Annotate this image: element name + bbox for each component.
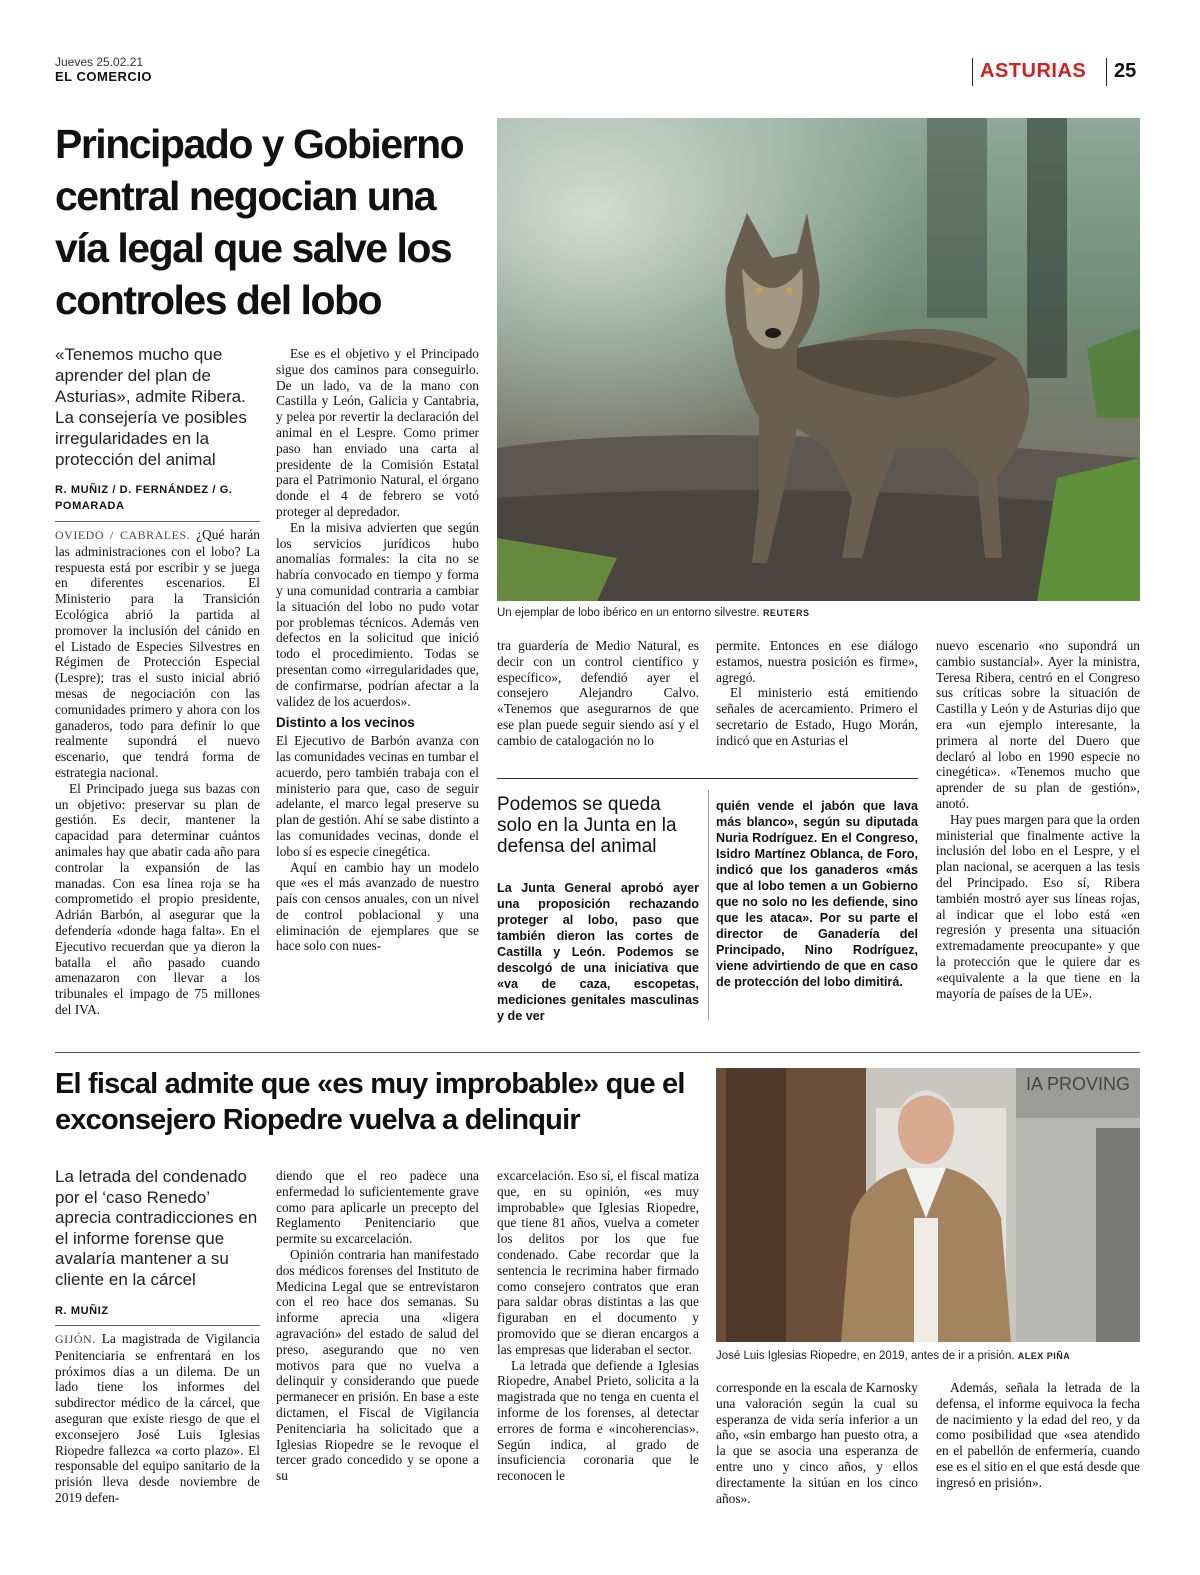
article2-deck: La letrada del condenado por el ‘caso Renedo’ aprecia contradicciones en el informe forense que avalaría mantener a su cliente en la cárcel xyxy=(55,1167,258,1289)
paragraph xyxy=(55,527,260,781)
article1-column-4 xyxy=(716,638,918,749)
paragraph: Hay pues margen para que la orden ministerial que finalmente active la inclusión del lobo en el Lespre, y el plan nacional, se acerquen a las tesis del Principado. Eso sí, Ribera también mostró ayer sus líneas rojas, al indicar que el lobo está «en regresión y presenta una situación extremadamente preocupante» y que la protección que le quiere dar es «equivalente a la que tiene en la mayoría de países de la UE». xyxy=(936,811,1140,1001)
article1-headline: Principado y Gobierno central negocian una vía legal que salve los controles del lobo xyxy=(55,121,464,323)
photo-caption xyxy=(497,607,809,619)
building-sign: IA PROVING xyxy=(1026,1074,1131,1094)
newspaper-name: EL COMERCIO xyxy=(55,69,152,84)
paragraph: Opinión contraria han manifestado dos médicos forenses del Instituto de Medicina Legal que se entrevistaron con el reo hace dos semanas. Su informe aprecia una «ligera agravación» del estado de salud del preso, asegurando que no ven motivos para que no vuelva a delinquir y considerando que puede permanecer en prisión. En base a este dictamen, el Fiscal de Vigilancia Penitenciaria ha solicitado que a Iglesias Riopedre se le revoque el tercer grado concedido y se opone a su xyxy=(276,1246,479,1484)
paragraph: El Ejecutivo de Barbón avanza con las comunidades vecinas en tumbar el acuerdo, pero también trabaja con el ministerio para que, caso de seguir adelante, el marco legal preserve su plan de gestión. Ahí se sabe distinto a las comunidades vecinas, donde el lobo sí es especie cinegética. xyxy=(276,733,479,859)
paragraph: corresponde en la escala de Karnosky una valoración según la cual su esperanza de vida sería inferior a un año, «sin embargo han puesto otra, a la que se asocia una esperanza de entre uno y cinco años, y ellos directamente la sitúan en los cinco años». xyxy=(716,1380,918,1506)
paragraph xyxy=(55,1331,260,1506)
paragraph: La letrada que defiende a Iglesias Riopedre, Anabel Prieto, solicita a la magistrada que no tenga en cuenta el informe de los forenses, al detectar errores de forma e «incoherencias». Según indica, al grado de insuficiencia coronaria que le reconocen le xyxy=(497,1357,699,1484)
article2-column-5 xyxy=(936,1380,1140,1491)
wolf-photo xyxy=(497,118,1140,601)
article2-column-4 xyxy=(716,1380,918,1506)
article1-subhead: Distinto a los vecinos xyxy=(276,715,415,731)
photo-caption-2 xyxy=(716,1350,1070,1362)
page-number: 25 xyxy=(1114,60,1137,82)
sidebar-headline: Podemos se queda solo en la Junta en la defensa del animal xyxy=(497,794,677,857)
article2-column-3 xyxy=(497,1168,699,1484)
riopedre-image xyxy=(716,1068,1140,1342)
paragraph: tra guardería de Medio Natural, es decir con un control científico y específico», defendió ayer el consejero Alejandro Calvo. «Tenemos que asegurarnos de que ese plan puede seguir siendo así y el cambio de catalogación no lo xyxy=(497,638,699,748)
section-name: ASTURIAS xyxy=(980,60,1087,82)
paragraph: excarcelación. Eso sí, el fiscal matiza que, en su opinión, «es muy improbable» que Iglesias Riopedre, que tiene 81 años, vuelva a cometer los delitos por los que fue condenado. Cabe recordar que la sentencia le recrimina haber firmado como consejero contratos que eran para saldar obras distintas a las que figuraban en el documento y promovido que se dieran encargos a las empresas que lideraban el sector. xyxy=(497,1168,699,1357)
article1-byline: R. MUÑIZ / D. FERNÁNDEZ / G. POMARADA xyxy=(55,484,233,512)
paragraph: El ministerio está emitiendo señales de acercamiento. Primero el secretario de Estado, Hugo Morán, indicó que en Asturias el xyxy=(716,685,918,748)
paragraph: En la misiva advierten que según los servicios jurídicos hubo anomalías formales: la cita no se habría convocado en tiempo y forma y una comunidad contraria a cambiar la situación del lobo no pudo votar por problemas técnicos. Además ven defectos en la solicitud que inició todo el procedimiento. Todas se presentan como «irregularidades que, de confirmarse, podrían afectar a la validez de los acuerdos». xyxy=(276,519,479,709)
riopedre-photo xyxy=(716,1068,1140,1342)
paragraph: nuevo escenario «no supondrá un cambio sustancial». Ayer la ministra, Teresa Ribera, centró en el Congreso sus críticas sobre la situación de Castilla y León y de Asturias dijo que era «un ejemplo interesante, la primera al norte del Duero que declaró al lobo en 1990 especie no cinegética». «Tenemos mucho que aprender de su plan de gestión», anotó. xyxy=(936,638,1140,811)
sidebar-text-1: La Junta General aprobó ayer una proposición rechazando proteger al lobo, paso que también dieron las cortes de Castilla y León. Podemos se descolgó de una iniciativa que «va de caza, escopetas, mediciones genitales masculinas y de ver xyxy=(497,881,699,1023)
wolf-image xyxy=(497,118,1140,601)
article2-headline: El fiscal admite que «es muy improbable» que el exconsejero Riopedre vuelva a delinquir xyxy=(55,1068,685,1136)
page-number-divider xyxy=(1106,58,1107,86)
sidebar-top-rule xyxy=(497,778,918,779)
byline-rule xyxy=(55,521,260,522)
paragraph-text: La magistrada de Vigilancia Penitenciaria se enfrentará en los próximos días a un dilema. De un lado tiene los informes del subdirector médico de la cárcel, que aseguran que existe riesgo de que el exconsejero José Luis Iglesias Riopedre fallezca «a corto plazo». El responsable del equipo sanitario de la prisión lleva desde noviembre de 2019 defen- xyxy=(55,1331,260,1505)
article2-column-1 xyxy=(55,1331,260,1506)
sidebar-text-2: quién vende el jabón que lava más blanco», según su diputada Nuria Rodríguez. En el Congreso, Isidro Martínez Oblanca, de Foro, indicó que los ganaderos «más que al lobo temen a un Gobierno que no solo no les defiende, sino que les ataca». Por su parte el director de Ganadería del Principado, Nino Rodríguez, viene advirtiendo de que en caso de protección del lobo dimitirá. xyxy=(716,799,918,989)
section-divider xyxy=(972,58,973,86)
issue-date: Jueves 25.02.21 xyxy=(55,55,144,69)
article1-column-1 xyxy=(55,527,260,1018)
paragraph: Aquí en cambio hay un modelo que «es el más avanzado de nuestro país con censos anuales, con un nivel de control poblacional y una eliminación de ejemplares que se hace solo con nues- xyxy=(276,859,479,954)
caption-text: José Luis Iglesias Riopedre, en 2019, antes de ir a prisión. xyxy=(716,1350,1015,1362)
paragraph: diendo que el reo padece una enfermedad lo suficientemente grave como para aplicarle un precepto del Reglamento Penitenciario que permite su excarcelación. xyxy=(276,1168,479,1247)
byline-rule-2 xyxy=(55,1325,260,1326)
article1-column-2 xyxy=(276,346,479,954)
dateline: OVIEDO / CABRALES. xyxy=(55,528,191,542)
article1-deck: «Tenemos mucho que aprender del plan de Asturias», admite Ribera. La consejería ve posibles irregularidades en la protección del animal xyxy=(55,345,247,469)
photo-credit: REUTERS xyxy=(762,608,810,618)
paragraph: permite. Entonces en ese diálogo estamos, nuestra posición es firme», agregó. xyxy=(716,638,918,685)
paragraph: Ese es el objetivo y el Principado sigue dos caminos para conseguirlo. De un lado, va de la mano con Castilla y León, Galicia y Cantabria, y pelea por revertir la declaración del animal en el Lespre. Como primer paso han enviado una carta al presidente de la Comisión Estatal para el Patrimonio Natural, el órgano donde el 4 de febrero se votó proteger al depredador. xyxy=(276,346,479,519)
article1-column-5 xyxy=(936,638,1140,1001)
paragraph: El Principado juega sus bazas con un objetivo: preservar su plan de gestión. Es decir, mantener la capacidad para determinar cuántos animales hay que abatir cada año para controlar la expansión de las manadas. Con esa línea roja se ha comprometido el propio presidente, Adrián Barbón, al asegurar que la defendería «donde haga falta». En el Ejecutivo recuerdan que ya dieron la batalla el año pasado cuando amenazaron con llevar a los tribunales el impago de 75 millones del IVA. xyxy=(55,780,260,1017)
paragraph-text: ¿Qué harán las administraciones con el lobo? La respuesta está por escribir y se juega en diferentes escenarios. El Ministerio para la Transición Ecológica abrió la partida al promover la inclusión del cánido en el Listado de Especies Silvestres en Régimen de Protección Especial (Lespre); tras el susto inicial abrió mesas de negociación con las comunidades primero y ahora con los ganaderos, todo para definir lo que realmente supondrá el nuevo escenario, que tendrá forma de estrategia nacional. xyxy=(55,527,260,780)
sidebar-column-rule xyxy=(708,790,709,1020)
article-separator xyxy=(55,1052,1140,1053)
article2-column-2 xyxy=(276,1168,479,1484)
article1-column-3 xyxy=(497,638,699,749)
dateline: GIJÓN. xyxy=(55,1332,96,1346)
caption-text: Un ejemplar de lobo ibérico en un entorno silvestre. xyxy=(497,607,760,619)
article2-byline: R. MUÑIZ xyxy=(55,1305,109,1317)
paragraph: Además, señala la letrada de la defensa, el informe equivoca la fecha de nacimiento y la edad del reo, y da como posibilidad que «sea atendido en el pabellón de enfermería, cuando ese es el sitio en el que está desde que ingresó en prisión». xyxy=(936,1380,1140,1490)
photo-credit: ALEX PIÑA xyxy=(1017,1351,1071,1361)
